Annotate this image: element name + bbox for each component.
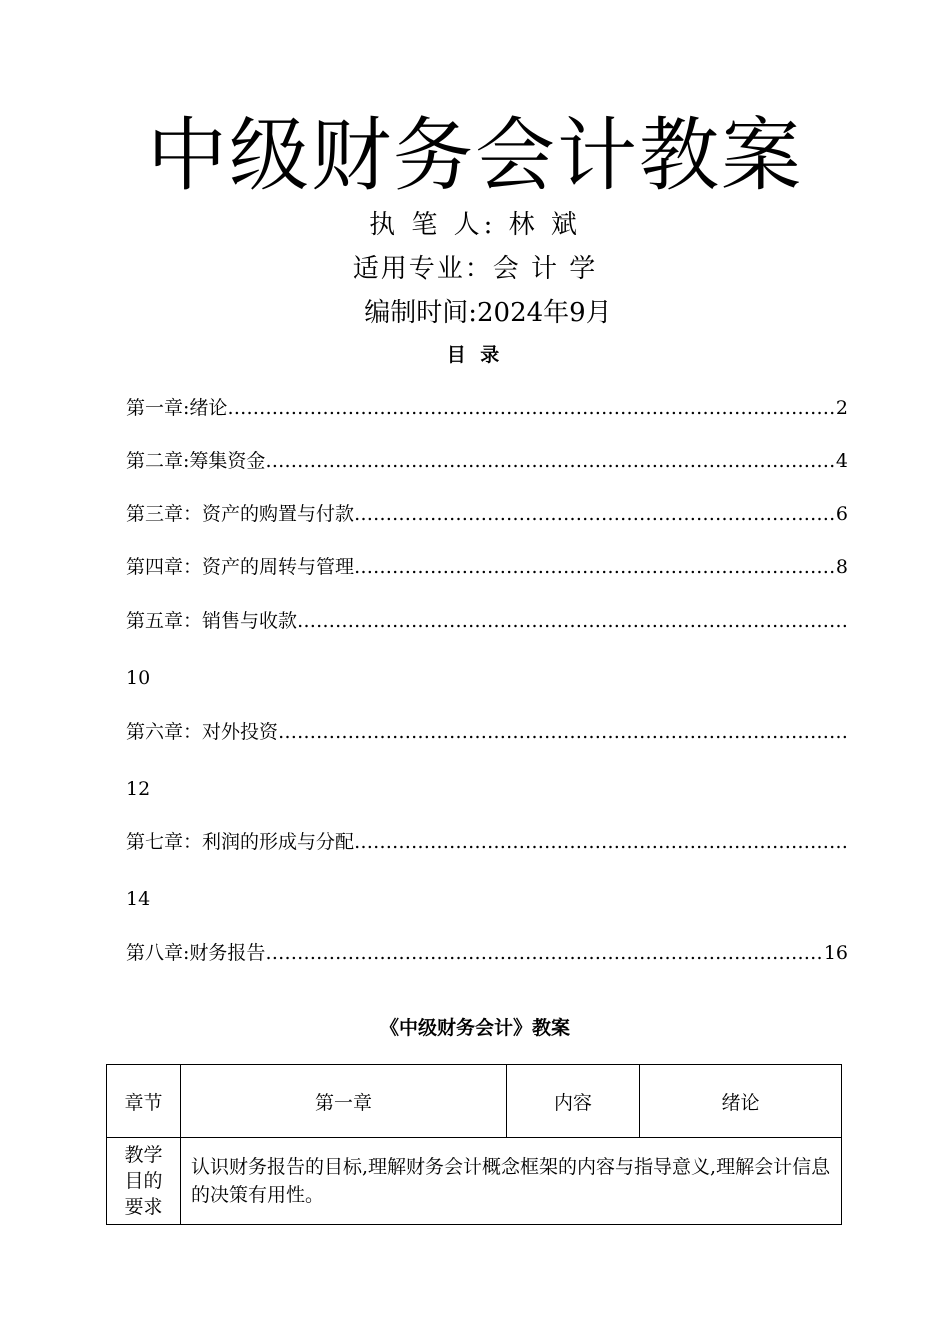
toc-leader (227, 393, 834, 423)
lesson-plan-title: 《中级财务会计》教案 (379, 1017, 570, 1039)
toc-entry-page: 8 (835, 556, 848, 578)
toc-entry-title: 第四章：资产的周转与管理 (126, 556, 355, 578)
toc-entry-page: 12 (126, 778, 151, 800)
objective-text-cell: 认识财务报告的目标,理解财务会计概念框架的内容与指导意义,理解会计信息的决策有用性。 (181, 1138, 842, 1225)
content-label-cell: 内容 (507, 1065, 640, 1138)
toc-entry-page: 2 (835, 397, 848, 419)
objective-label-line: 要求 (124, 1196, 163, 1218)
table-row (107, 1065, 842, 1138)
toc-entry-6[interactable] (126, 717, 848, 747)
toc-entry-4[interactable] (126, 552, 848, 582)
toc-entry-title: 第八章:财务报告 (126, 942, 266, 964)
objective-label-line: 教学 (124, 1144, 163, 1166)
toc-heading: 目 录 (446, 344, 504, 366)
toc-leader (278, 717, 848, 747)
toc-leader (265, 938, 821, 968)
toc-entry-title: 第七章：利润的形成与分配 (126, 831, 355, 853)
chapter-value-cell: 第一章 (181, 1065, 507, 1138)
toc-entry-8[interactable] (126, 938, 848, 968)
toc-leader (354, 499, 834, 529)
lesson-plan-table (106, 1064, 842, 1225)
toc-entry-page: 16 (823, 942, 848, 964)
objective-label-cell (107, 1138, 181, 1225)
toc-leader (354, 827, 848, 857)
toc-entry-page: 14 (126, 888, 151, 910)
chapter-label-cell: 章节 (107, 1065, 181, 1138)
toc-entry-5[interactable] (126, 606, 848, 636)
toc-entry-page: 6 (835, 503, 848, 525)
toc-entry-page: 4 (835, 450, 848, 472)
toc-entry-7[interactable] (126, 827, 848, 857)
table-row (107, 1138, 842, 1225)
toc-entry-2[interactable] (126, 446, 848, 476)
toc-leader (354, 552, 834, 582)
toc-entry-1[interactable] (126, 393, 848, 423)
content-value-cell: 绪论 (640, 1065, 842, 1138)
toc-entry-title: 第五章：销售与收款 (126, 610, 298, 632)
major-line: 适用专业：会 计 学 (352, 254, 598, 284)
toc-entry-title: 第一章:绪论 (126, 397, 228, 419)
toc-entry-title: 第三章：资产的购置与付款 (126, 503, 355, 525)
toc-entry-page: 10 (126, 667, 151, 689)
main-title: 中级财务会计教案 (147, 109, 803, 202)
toc-entry-title: 第六章：对外投资 (126, 721, 279, 743)
toc-leader (265, 446, 834, 476)
objective-label-line: 目的 (124, 1170, 163, 1192)
author-line: 执 笔 人: 林 斌 (369, 210, 581, 240)
date-line: 编制时间:2024年9月 (364, 298, 612, 328)
toc-entry-title: 第二章:筹集资金 (126, 450, 266, 472)
toc-leader (297, 606, 848, 636)
toc-entry-3[interactable] (126, 499, 848, 529)
